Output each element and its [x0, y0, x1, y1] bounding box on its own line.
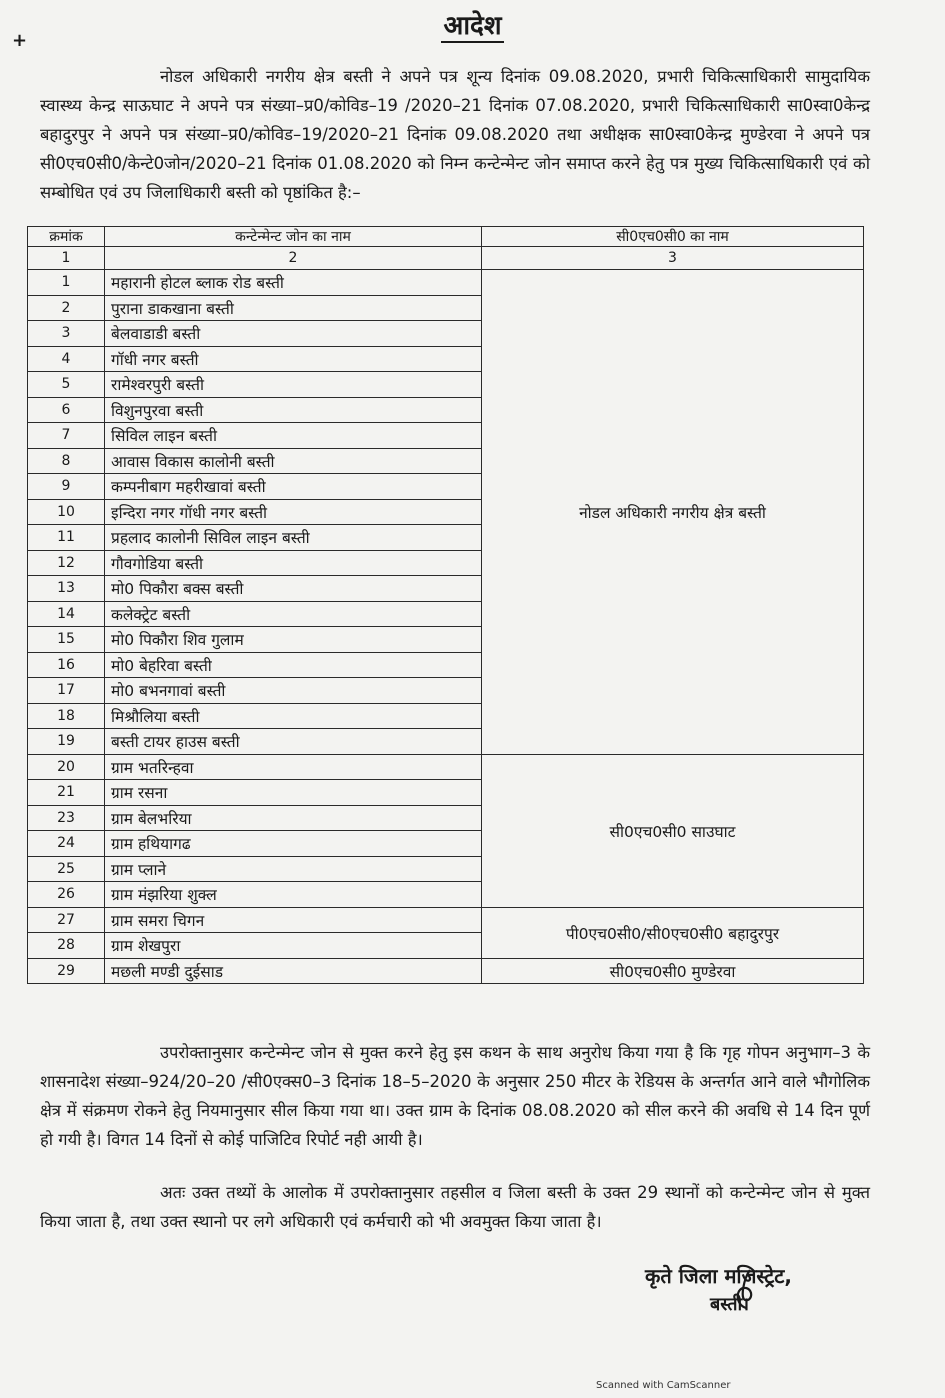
- zone-name-cell: मो0 बेहरिवा बस्ती: [105, 652, 482, 678]
- corner-mark: +: [12, 30, 28, 51]
- serial-number-cell: 29: [28, 958, 105, 984]
- zone-name-cell: कम्पनीबाग महरीखावां बस्ती: [105, 474, 482, 500]
- serial-number-cell: 27: [28, 907, 105, 933]
- signature-district: बस्ती।: [710, 1294, 750, 1315]
- document-title: [0, 6, 945, 42]
- zone-name-cell: सिविल लाइन बस्ती: [105, 423, 482, 449]
- serial-number-cell: 24: [28, 831, 105, 857]
- serial-number-cell: 28: [28, 933, 105, 959]
- header-serial: क्रमांक: [28, 227, 105, 247]
- chc-name-cell: पी0एच0सी0/सी0एच0सी0 बहादुरपुर: [482, 907, 864, 958]
- serial-number-cell: 1: [28, 270, 105, 296]
- zone-name-cell: ग्राम रसना: [105, 780, 482, 806]
- zone-name-cell: मो0 पिकौरा बक्स बस्ती: [105, 576, 482, 602]
- zone-name-cell: विशुनपुरवा बस्ती: [105, 397, 482, 423]
- serial-number-cell: 3: [28, 321, 105, 347]
- signature-designation: कृते जिला मजिस्ट्रेट,: [645, 1264, 792, 1288]
- zone-name-cell: ग्राम समरा चिगन: [105, 907, 482, 933]
- zone-name-cell: मो0 बभनगावां बस्ती: [105, 678, 482, 704]
- zone-name-cell: महारानी होटल ब्लाक रोड बस्ती: [105, 270, 482, 296]
- serial-number-cell: 15: [28, 627, 105, 653]
- serial-number-cell: 17: [28, 678, 105, 704]
- serial-number-cell: 11: [28, 525, 105, 551]
- serial-number-cell: 4: [28, 346, 105, 372]
- table-header-row: [28, 227, 864, 247]
- zone-name-cell: बस्ती टायर हाउस बस्ती: [105, 729, 482, 755]
- column-number: 1: [28, 247, 105, 270]
- table-row: [28, 270, 864, 296]
- table-row: [28, 958, 864, 984]
- zone-name-cell: रामेश्वरपुरी बस्ती: [105, 372, 482, 398]
- serial-number-cell: 18: [28, 703, 105, 729]
- table-row: [28, 754, 864, 780]
- order-text: अतः उक्त तथ्यों के आलोक में उपरोक्तानुसार तहसील व जिला बस्ती के उक्त 29 स्थानों को कन्टेन्मेन्ट जोन से मुक्त किया जाता है, तथा उक्त स्थानो पर लगे अधिकारी एवं कर्मचारी को भी अवमुक्त किया जाता है।: [40, 1183, 870, 1231]
- zone-name-cell: गॉधी नगर बस्ती: [105, 346, 482, 372]
- release-paragraph: [40, 1038, 870, 1154]
- zone-name-cell: आवास विकास कालोनी बस्ती: [105, 448, 482, 474]
- zone-name-cell: बेलवाडाडी बस्ती: [105, 321, 482, 347]
- zone-name-cell: कलेक्ट्रेट बस्ती: [105, 601, 482, 627]
- zone-name-cell: मो0 पिकौरा शिव गुलाम: [105, 627, 482, 653]
- serial-number-cell: 23: [28, 805, 105, 831]
- table-row: [28, 907, 864, 933]
- serial-number-cell: 21: [28, 780, 105, 806]
- serial-number-cell: 9: [28, 474, 105, 500]
- zone-name-cell: प्रहलाद कालोनी सिविल लाइन बस्ती: [105, 525, 482, 551]
- title-text: आदेश: [443, 11, 502, 41]
- intro-paragraph: [40, 62, 870, 207]
- table-body: [28, 227, 864, 984]
- zone-name-cell: ग्राम बेलभरिया: [105, 805, 482, 831]
- header-zone-name: कन्टेन्मेन्ट जोन का नाम: [105, 227, 482, 247]
- scanner-footer: Scanned with CamScanner: [596, 1380, 731, 1391]
- serial-number-cell: 13: [28, 576, 105, 602]
- zone-name-cell: ग्राम मंझरिया शुक्ल: [105, 882, 482, 908]
- zone-name-cell: ग्राम भतरिन्हवा: [105, 754, 482, 780]
- column-number: 3: [482, 247, 864, 270]
- release-text: उपरोक्तानुसार कन्टेन्मेन्ट जोन से मुक्त करने हेतु इस कथन के साथ अनुरोध किया गया है कि गृह गोपन अनुभाग–3 के शासनादेश संख्या–924/20–20 /सी0एक्स0–3 दिनांक 18–5–2020 के अनुसार 250 मीटर के रेडियस के अन्तर्गत आने वाले भौगोलिक क्षेत्र में संक्रमण रोकने हेतु नियमानुसार सील किया गया था। उक्त ग्राम के दिनांक 08.08.2020 को सील करने की अवधि से 14 दिन पूर्ण हो गयी है। विगत 14 दिनों से कोई पाजिटिव रिपोर्ट नही आयी है।: [40, 1043, 870, 1149]
- serial-number-cell: 26: [28, 882, 105, 908]
- containment-zone-table: [27, 226, 864, 984]
- zone-name-cell: ग्राम हथियागढ: [105, 831, 482, 857]
- zone-name-cell: मिश्रौलिया बस्ती: [105, 703, 482, 729]
- intro-text: नोडल अधिकारी नगरीय क्षेत्र बस्ती ने अपने पत्र शून्य दिनांक 09.08.2020, प्रभारी चिकित्साधिकारी सामुदायिक स्वास्थ्य केन्द्र साऊघाट ने अपने पत्र संख्या–प्र0/कोविड–19 /2020–21 दिनांक 07.08.2020, प्रभारी चिकित्साधिकारी सा0स्वा0केन्द्र बहादुरपुर ने अपने पत्र संख्या–प्र0/कोविड–19/2020–21 दिनांक 09.08.2020 तथा अधीक्षक सा0स्वा0केन्द्र मुण्डेरवा ने अपने पत्र सी0एच0सी0/केन्टे0जोन/2020–21 दिनांक 01.08.2020 को निम्न कन्टेन्मेन्ट जोन समाप्त करने हेतु पत्र मुख्य चिकित्साधिकारी एवं को सम्बोधित एवं उप जिलाधिकारी बस्ती को पृष्ठांकित है:–: [40, 67, 870, 202]
- column-number: 2: [105, 247, 482, 270]
- serial-number-cell: 12: [28, 550, 105, 576]
- serial-number-cell: 2: [28, 295, 105, 321]
- serial-number-cell: 7: [28, 423, 105, 449]
- serial-number-cell: 6: [28, 397, 105, 423]
- chc-name-cell: सी0एच0सी0 मुण्डेरवा: [482, 958, 864, 984]
- serial-number-cell: 8: [28, 448, 105, 474]
- chc-name-cell: नोडल अधिकारी नगरीय क्षेत्र बस्ती: [482, 270, 864, 755]
- zone-name-cell: ग्राम शेखपुरा: [105, 933, 482, 959]
- serial-number-cell: 19: [28, 729, 105, 755]
- zone-name-cell: ग्राम प्लाने: [105, 856, 482, 882]
- serial-number-cell: 20: [28, 754, 105, 780]
- zone-name-cell: गौवगोडिया बस्ती: [105, 550, 482, 576]
- zone-name-cell: मछली मण्डी दुईसाड: [105, 958, 482, 984]
- order-paragraph: [40, 1178, 870, 1236]
- column-number-row: [28, 247, 864, 270]
- header-chc-name: सी0एच0सी0 का नाम: [482, 227, 864, 247]
- serial-number-cell: 16: [28, 652, 105, 678]
- zone-name-cell: इन्दिरा नगर गॉधी नगर बस्ती: [105, 499, 482, 525]
- serial-number-cell: 10: [28, 499, 105, 525]
- chc-name-cell: सी0एच0सी0 साउघाट: [482, 754, 864, 907]
- serial-number-cell: 25: [28, 856, 105, 882]
- zone-name-cell: पुराना डाकखाना बस्ती: [105, 295, 482, 321]
- serial-number-cell: 5: [28, 372, 105, 398]
- serial-number-cell: 14: [28, 601, 105, 627]
